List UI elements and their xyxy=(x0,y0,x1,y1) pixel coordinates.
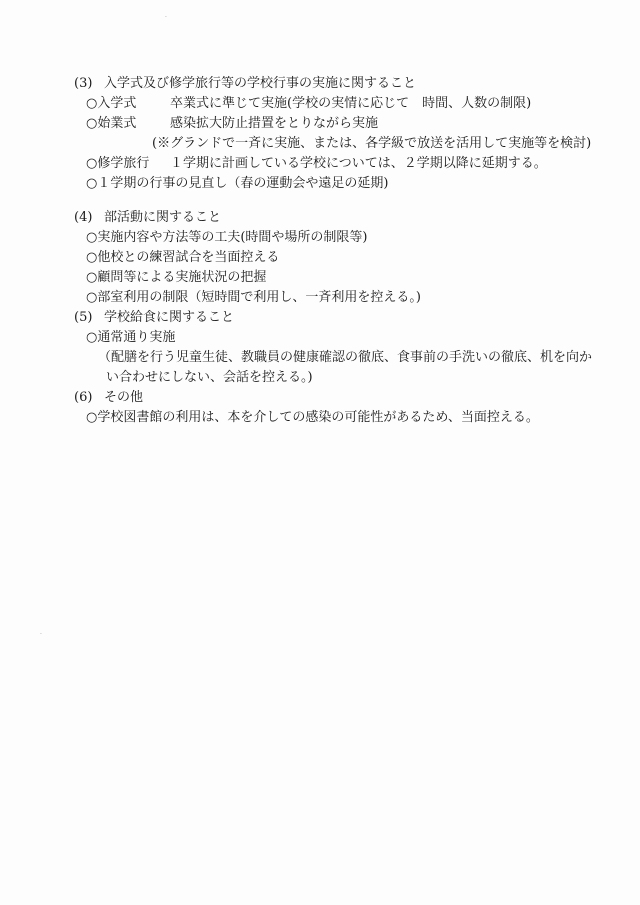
section-5-number: (5) xyxy=(74,310,93,325)
scan-speck: · xyxy=(165,14,167,21)
section-3 xyxy=(70,74,600,194)
section-3-title: 入学式及び修学旅行等の学校行事の実施に関すること xyxy=(104,76,417,91)
section-5-title: 学校給食に関すること xyxy=(104,310,235,325)
list-item: ○実施内容や方法等の工夫(時間や場所の制限等) xyxy=(86,230,368,245)
opening-ceremony-note: (※グランドで一斉に実施、または、各学級で放送を活用して実施等を検討) xyxy=(152,136,592,151)
list-item-opening-ceremony xyxy=(70,114,600,134)
section-6-title: その他 xyxy=(104,390,144,405)
item-label: ○始業式 xyxy=(86,116,137,131)
lunch-note-line-2: い合わせにしない、会話を控える。) xyxy=(106,370,313,385)
list-item-entrance-ceremony xyxy=(70,94,600,114)
section-4-number: (4) xyxy=(74,210,93,225)
list-item: ○顧問等による実施状況の把握 xyxy=(86,270,267,285)
list-item: ○部室利用の制限（短時間で利用し、一斉利用を控える。) xyxy=(86,290,421,305)
item-text: １学期に計画している学校については、２学期以降に延期する。 xyxy=(170,156,547,171)
section-3-number: (3) xyxy=(74,76,93,91)
section-6 xyxy=(70,388,600,428)
list-item: ○通常通り実施 xyxy=(86,330,176,345)
list-item-school-trip xyxy=(70,154,600,174)
list-item: ○学校図書館の利用は、本を介しての感染の可能性があるため、当面控える。 xyxy=(86,410,539,425)
item-text: 卒業式に準じて実施(学校の実情に応じて 時間、人数の制限) xyxy=(170,96,532,111)
item-label: ○入学式 xyxy=(86,96,137,111)
item-text: 感染拡大防止措置をとりながら実施 xyxy=(170,116,379,131)
item-label: ○修学旅行 xyxy=(86,156,150,171)
section-6-heading xyxy=(70,388,600,408)
section-5 xyxy=(70,308,600,388)
section-5-heading xyxy=(70,308,600,328)
lunch-note-line-1: （配膳を行う児童生徒、教職員の健康確認の徹底、食事前の手洗いの徹底、机を向か xyxy=(98,350,593,365)
section-4 xyxy=(70,208,600,308)
section-4-heading xyxy=(70,208,600,228)
scan-speck: · xyxy=(40,631,42,638)
section-4-title: 部活動に関すること xyxy=(104,210,222,225)
list-item-event-review: ○１学期の行事の見直し（春の運動会や遠足の延期) xyxy=(86,176,389,191)
list-item: ○他校との練習試合を当面控える xyxy=(86,250,280,265)
section-3-heading xyxy=(70,74,600,94)
section-6-number: (6) xyxy=(74,390,93,405)
